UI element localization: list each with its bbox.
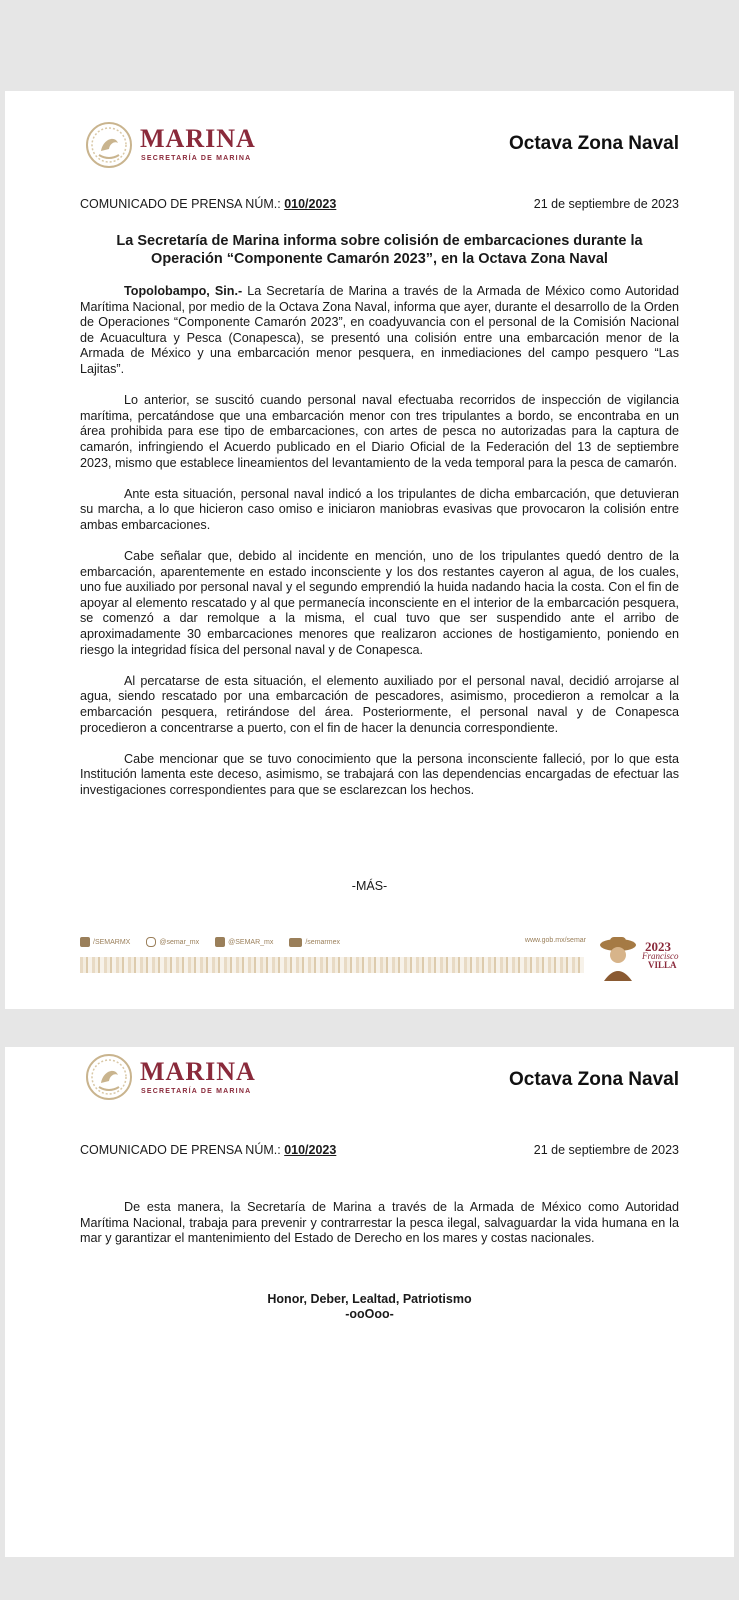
continued-marker: -MÁS- bbox=[351, 879, 388, 893]
press-date: 21 de septiembre de 2023 bbox=[533, 197, 679, 211]
press-release-meta bbox=[80, 1143, 679, 1157]
instagram-handle: @semar_mx bbox=[159, 938, 200, 946]
youtube-link[interactable] bbox=[289, 938, 340, 947]
document-page-1 bbox=[5, 91, 734, 1009]
press-body bbox=[80, 1200, 679, 1262]
press-release-meta bbox=[80, 197, 679, 211]
mexico-seal-icon bbox=[85, 121, 133, 169]
facebook-handle: /SEMARMX bbox=[93, 938, 131, 946]
mexico-seal-icon bbox=[85, 1053, 133, 1101]
brand-logo-text: MARINA bbox=[140, 124, 256, 153]
youtube-handle: /semarmex bbox=[305, 938, 340, 946]
press-body bbox=[80, 284, 679, 814]
paragraph-3: Ante esta situación, personal naval indicó a los tripulantes de dicha embarcación, que detuvieran su marcha, a lo que hicieron caso omiso e iniciaron maniobras evasivas que provocaron la colisión entre ambas embarcaciones. bbox=[80, 486, 679, 532]
document-page-2 bbox=[5, 1047, 734, 1557]
paragraph-1 bbox=[80, 284, 679, 378]
letterhead bbox=[5, 1047, 734, 1147]
villa-last-name: VILLA bbox=[648, 960, 677, 970]
facebook-icon bbox=[80, 937, 90, 947]
paragraph-6: Cabe mencionar que se tuvo conocimiento que la persona inconsciente falleció, por lo que esta Institución lamenta este deceso, asimismo, se trabajará con las dependencias encargadas de efectuar las investigaciones correspondientes para que se esclarezcan los hechos. bbox=[80, 751, 679, 797]
press-label: COMUNICADO DE PRENSA NÚM.: bbox=[80, 197, 285, 211]
facebook-link[interactable] bbox=[80, 937, 130, 947]
press-label: COMUNICADO DE PRENSA NÚM.: bbox=[80, 1143, 285, 1157]
villa-year: 2023 bbox=[645, 939, 671, 954]
villa-name bbox=[642, 952, 679, 970]
paragraph-4: Cabe señalar que, debido al incidente en mención, uno de los tripulantes quedó dentro de la embarcación, aparentemente en estado inconsciente y los dos restantes cayeron al agua, de los cuales, uno fue auxiliado por personal naval y el segundo emprendió la huida nadando hacia la costa. Con el fin de apoyar al elemento rescatado y al que permanecía inconsciente en el interior de la embarcación pesquera, se comenzó a dar remolque a la misma, el cual tuvo que ser suspendido ante el arribo de aproximadamente 30 embarcaciones menores que realizaron acciones de hostigamiento, poniendo en riesgo la integridad física del personal naval y de Conapesca. bbox=[80, 549, 679, 657]
press-release-number bbox=[80, 1143, 336, 1157]
youtube-icon bbox=[289, 938, 302, 947]
press-title: La Secretaría de Marina informa sobre colisión de embarcaciones durante la Operación “Componente Camarón 2023”, en la Octava Zona Naval bbox=[116, 233, 643, 267]
social-links bbox=[80, 937, 340, 947]
decorative-band bbox=[80, 957, 584, 973]
brand-subtitle: SECRETARÍA DE MARINA bbox=[141, 155, 252, 162]
twitter-icon bbox=[215, 937, 225, 947]
zone-title: Octava Zona Naval bbox=[508, 133, 679, 154]
motto-text: Honor, Deber, Lealtad, Patriotismo bbox=[267, 1292, 472, 1306]
instagram-link[interactable] bbox=[146, 937, 199, 947]
zone-title: Octava Zona Naval bbox=[508, 1069, 679, 1090]
paragraph-2: Lo anterior, se suscitó cuando personal naval efectuaba recorridos de inspección de vigilancia marítima, percatándose que una embarcación menor con tres tripulantes a bordo, se encontraba en un área prohibida para ese tipo de embarcaciones, con artes de pesca no autorizadas para la captura de camarón, infringiendo el Acuerdo publicado en el Diario Oficial de la Federación del 13 de septiembre 2023, mismo que establece lineamientos del levantamiento de la veda temporal para la pesca de camarón. bbox=[80, 393, 679, 470]
press-date: 21 de septiembre de 2023 bbox=[533, 1143, 679, 1157]
paragraph-1-text: La Secretaría de Marina a través de la Armada de México como Autoridad Marítima Nacional, por medio de la Octava Zona Naval, informa que ayer, durante el desarrollo de la Orden de Operaciones “Componente Camarón 2023”, en coadyuvancia con el personal de la Comisión Nacional de Acuacultura y Pesca (Conapesca), se presentó una colisión entre una embarcación menor de la Armada de México y una embarcación menor pesquera, en inmediaciones del campo pesquero “Las Lajitas”. bbox=[80, 284, 679, 376]
brand-logo-text: MARINA bbox=[140, 1057, 256, 1086]
villa-first-name: Francisco bbox=[642, 951, 679, 961]
press-number: 010/2023 bbox=[284, 1143, 337, 1157]
press-release-number bbox=[80, 197, 336, 211]
twitter-handle: @SEMAR_mx bbox=[228, 938, 274, 946]
letterhead bbox=[5, 91, 734, 191]
closing-mark: -ooOoo- bbox=[345, 1307, 394, 1321]
brand-subtitle: SECRETARÍA DE MARINA bbox=[141, 1088, 252, 1095]
website-link[interactable]: www.gob.mx/semar bbox=[524, 937, 586, 944]
twitter-link[interactable] bbox=[215, 937, 273, 947]
instagram-icon bbox=[146, 937, 156, 947]
press-number: 010/2023 bbox=[284, 197, 337, 211]
motto bbox=[5, 1292, 734, 1322]
paragraph-5: Al percatarse de esta situación, el elemento auxiliado por el personal naval, decidió arrojarse al agua, siendo rescatado por una embarcación de pescadores, asimismo, procedieron a remolcar a la embarcación pesquera, retirándose del área. Posteriormente, el personal naval y de Conapesca procedieron a concentrarse a puerto, con el fin de hacer la denuncia correspondiente. bbox=[80, 673, 679, 735]
dateline: Topolobampo, Sin.- bbox=[124, 284, 243, 298]
paragraph-1: De esta manera, la Secretaría de Marina a través de la Armada de México como Autoridad Marítima Nacional, trabaja para prevenir y contrarrestar la pesca ilegal, salvaguardar la vida humana en la mar y garantizar el mantenimiento del Estado de Derecho en los mares y costas nacionales. bbox=[80, 1200, 679, 1246]
